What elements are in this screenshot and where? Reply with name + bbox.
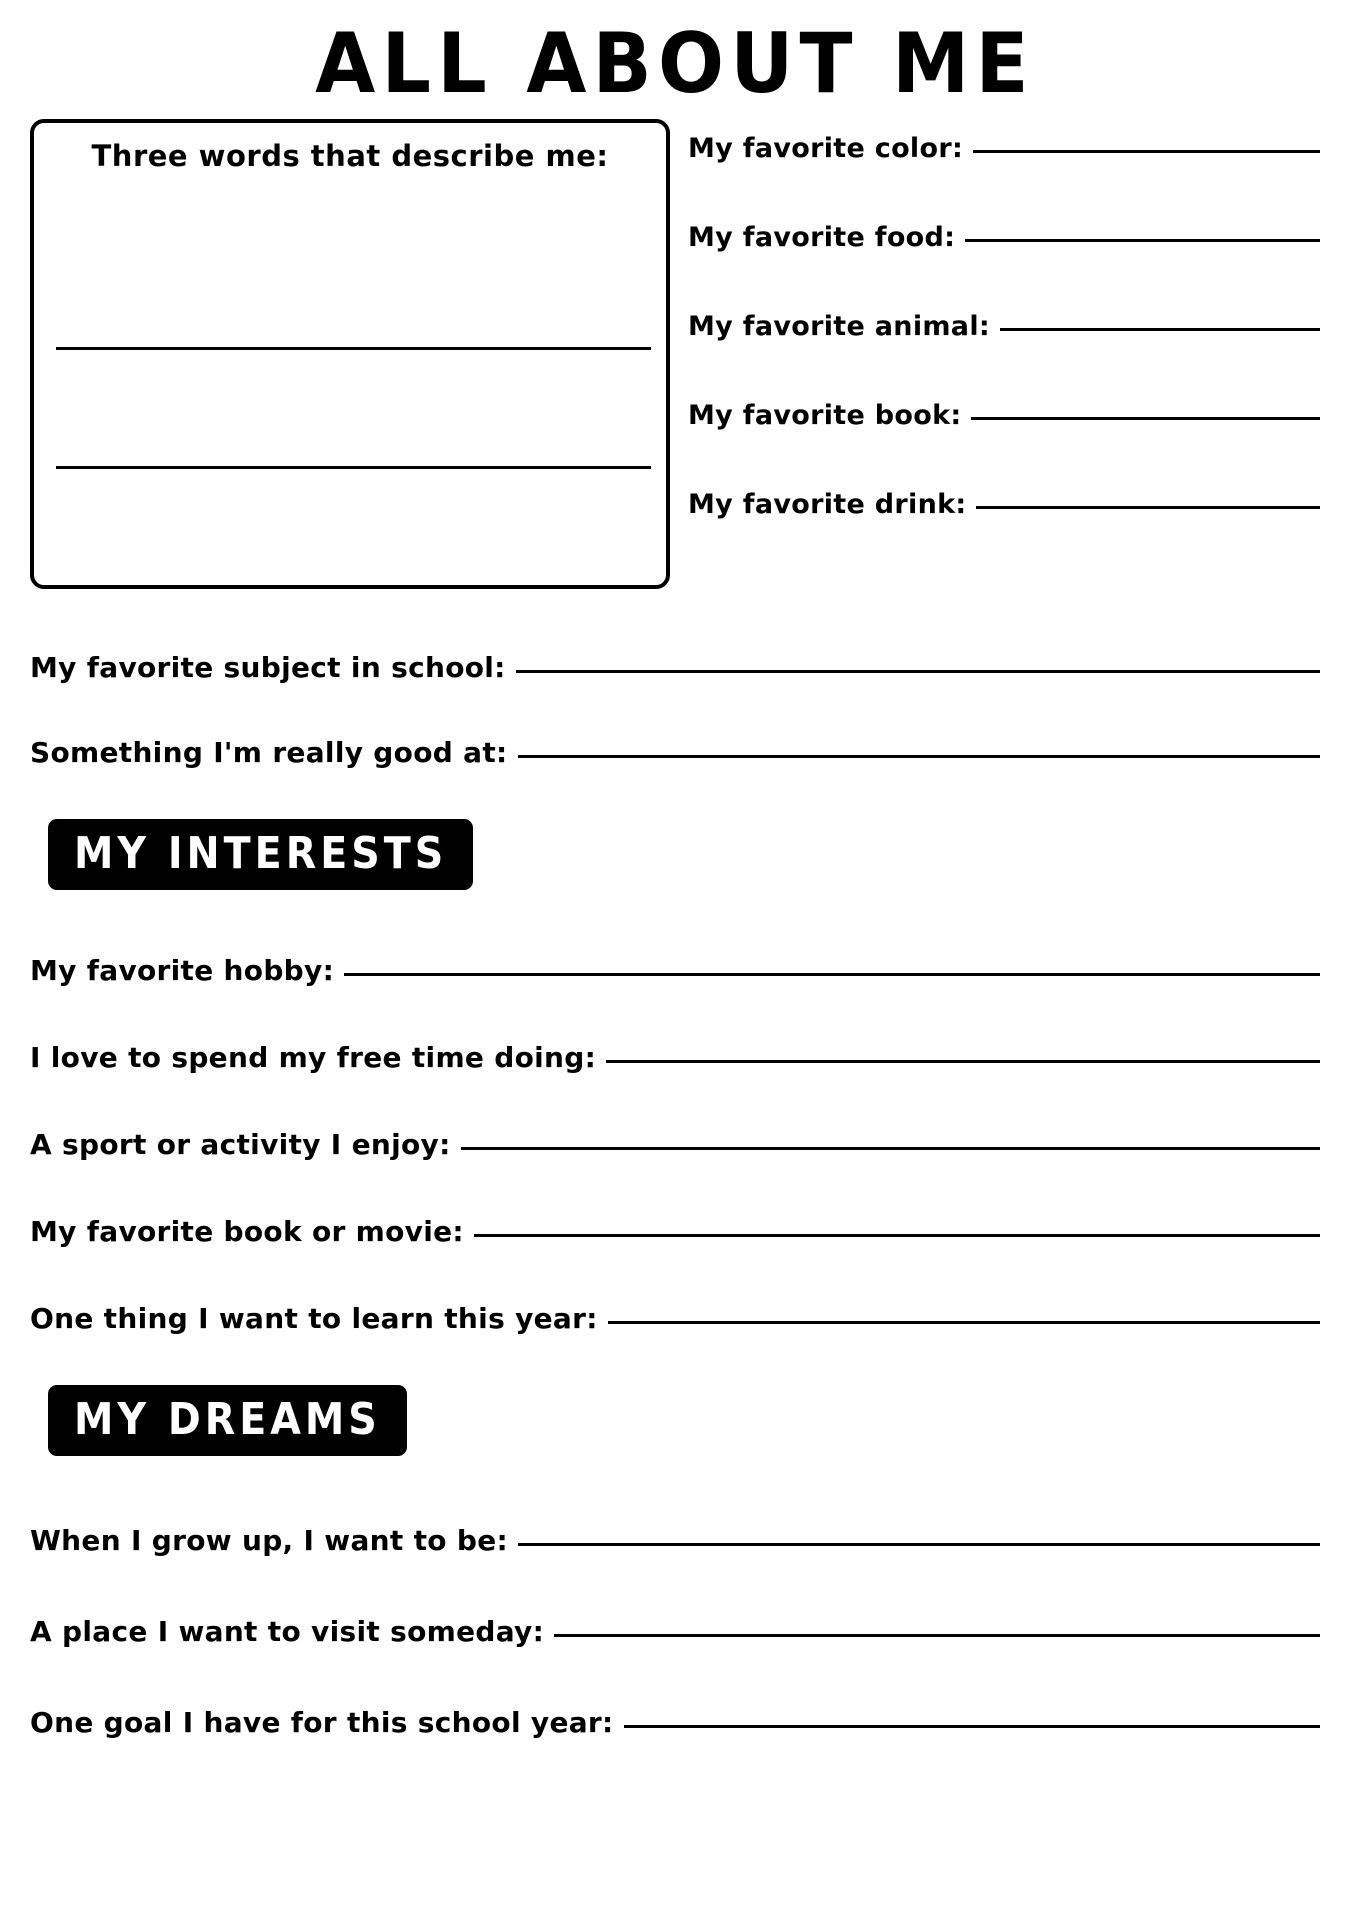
favorite-drink-input[interactable] bbox=[976, 506, 1320, 509]
good-at-label: Something I'm really good at: bbox=[30, 736, 508, 769]
grow-up-input[interactable] bbox=[518, 1543, 1320, 1546]
favorite-animal-input[interactable] bbox=[1000, 328, 1320, 331]
page-title: ALL ABOUT ME bbox=[315, 15, 1035, 112]
section-banner-interests: MY INTERESTS bbox=[48, 819, 473, 890]
book-or-movie-input[interactable] bbox=[474, 1234, 1320, 1237]
place-to-visit-row bbox=[30, 1615, 1320, 1648]
sport-row bbox=[30, 1128, 1320, 1161]
hobby-label: My favorite hobby: bbox=[30, 954, 335, 987]
grow-up-label: When I grow up, I want to be: bbox=[30, 1524, 509, 1557]
favorite-subject-label: My favorite subject in school: bbox=[30, 651, 506, 684]
favorite-food-input[interactable] bbox=[965, 239, 1320, 242]
school-goal-label: One goal I have for this school year: bbox=[30, 1706, 614, 1739]
favorite-subject-row bbox=[30, 651, 1320, 684]
favorite-color-input[interactable] bbox=[973, 150, 1320, 153]
favorite-color-label: My favorite color: bbox=[688, 133, 964, 164]
school-goal-row bbox=[30, 1706, 1320, 1739]
free-time-label: I love to spend my free time doing: bbox=[30, 1041, 597, 1074]
learn-this-year-row bbox=[30, 1302, 1320, 1335]
favorite-animal-row bbox=[688, 311, 1320, 342]
favorite-book-input[interactable] bbox=[971, 417, 1320, 420]
free-time-row bbox=[30, 1041, 1320, 1074]
three-words-lines bbox=[56, 231, 644, 588]
learn-this-year-label: One thing I want to learn this year: bbox=[30, 1302, 598, 1335]
book-or-movie-label: My favorite book or movie: bbox=[30, 1215, 464, 1248]
hobby-input[interactable] bbox=[344, 973, 1320, 976]
favorite-drink-row bbox=[688, 489, 1320, 520]
section-banner-dreams: MY DREAMS bbox=[48, 1385, 407, 1456]
favorite-color-row bbox=[688, 133, 1320, 164]
three-words-input-2[interactable] bbox=[56, 350, 651, 469]
three-words-heading: Three words that describe me: bbox=[91, 139, 609, 173]
favorite-subject-input[interactable] bbox=[516, 670, 1320, 673]
hobby-row bbox=[30, 954, 1320, 987]
learn-this-year-input[interactable] bbox=[608, 1321, 1320, 1324]
favorites-list bbox=[688, 119, 1320, 520]
favorite-animal-label: My favorite animal: bbox=[688, 311, 990, 342]
favorite-food-row bbox=[688, 222, 1320, 253]
three-words-input-1[interactable] bbox=[56, 231, 651, 350]
good-at-input[interactable] bbox=[518, 755, 1321, 758]
sport-label: A sport or activity I enjoy: bbox=[30, 1128, 451, 1161]
three-words-input-3[interactable] bbox=[56, 469, 651, 588]
favorite-book-label: My favorite book: bbox=[688, 400, 962, 431]
favorite-food-label: My favorite food: bbox=[688, 222, 956, 253]
top-section bbox=[30, 119, 1320, 589]
good-at-row bbox=[30, 736, 1320, 769]
favorite-book-row bbox=[688, 400, 1320, 431]
place-to-visit-input[interactable] bbox=[554, 1634, 1320, 1637]
sport-input[interactable] bbox=[461, 1147, 1320, 1150]
place-to-visit-label: A place I want to visit someday: bbox=[30, 1615, 545, 1648]
favorite-drink-label: My favorite drink: bbox=[688, 489, 967, 520]
grow-up-row bbox=[30, 1524, 1320, 1557]
book-or-movie-row bbox=[30, 1215, 1320, 1248]
school-goal-input[interactable] bbox=[624, 1725, 1320, 1728]
free-time-input[interactable] bbox=[606, 1060, 1320, 1063]
three-words-box bbox=[30, 119, 670, 589]
